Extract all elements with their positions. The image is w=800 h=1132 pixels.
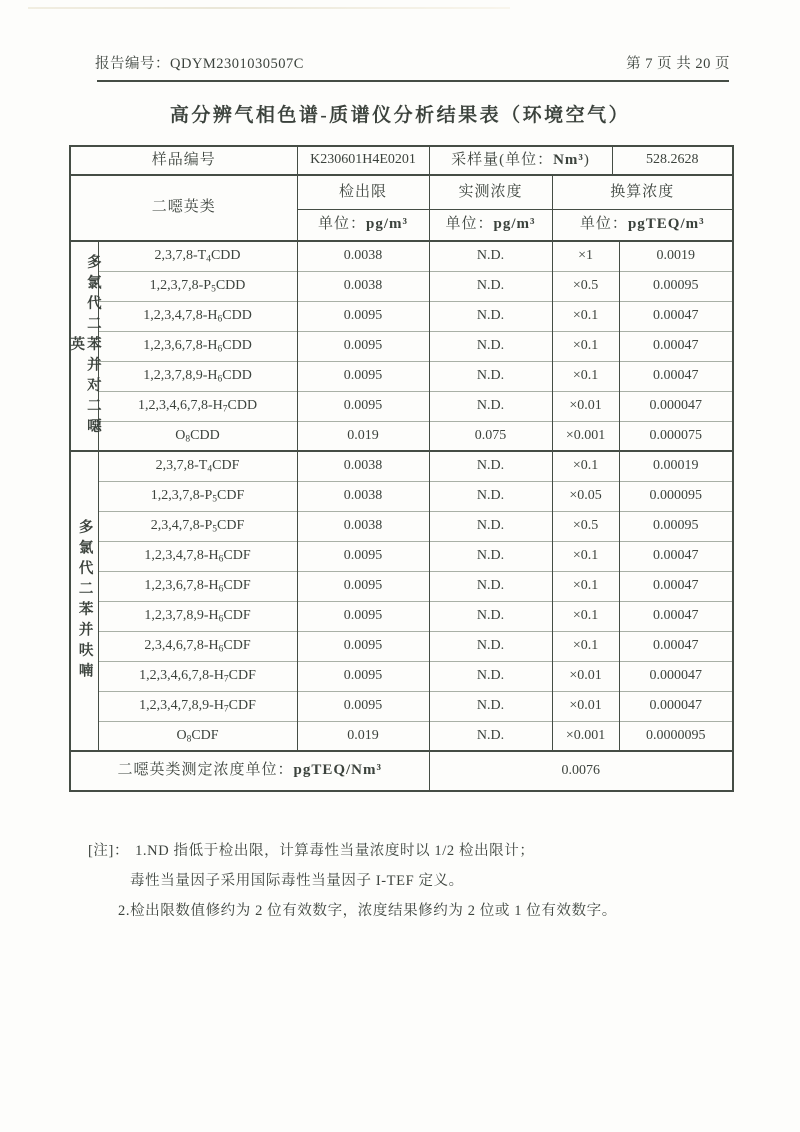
- dioxin-table-body: [70, 241, 733, 751]
- unit-measured: 单位：pg/m³: [429, 209, 552, 241]
- compound-name: $1,2,3,7,8-P_5CDF$: [98, 481, 297, 511]
- detection-limit-value: 0.0095: [297, 391, 429, 421]
- compound-name: $1,2,3,7,8-P_5CDD$: [98, 271, 297, 301]
- table-row: [70, 721, 733, 751]
- measured-concentration-value: N.D.: [429, 721, 552, 751]
- detection-limit-value: 0.0095: [297, 331, 429, 361]
- table-row: [70, 451, 733, 481]
- category-label: 二噁英类: [70, 176, 297, 241]
- compound-name: $1,2,3,4,7,8,9-H_7CDF$: [98, 691, 297, 721]
- measured-concentration-value: N.D.: [429, 331, 552, 361]
- column-header-row: [70, 176, 733, 209]
- detection-limit-value: 0.0095: [297, 571, 429, 601]
- converted-concentration-value: 0.00047: [619, 361, 733, 391]
- sample-volume-label: 采样量(单位：Nm³): [429, 146, 612, 175]
- measured-concentration-value: N.D.: [429, 451, 552, 481]
- measured-concentration-value: N.D.: [429, 631, 552, 661]
- tef-factor: ×0.1: [552, 361, 619, 391]
- table-row: [70, 691, 733, 721]
- document-title: 高分辨气相色谱-质谱仪分析结果表（环境空气）: [169, 105, 631, 126]
- results-table: [69, 145, 732, 792]
- document-header: [95, 52, 730, 73]
- tef-factor: ×0.01: [552, 691, 619, 721]
- compound-name: $2,3,4,7,8-P_5CDF$: [98, 511, 297, 541]
- converted-concentration-value: 0.00047: [619, 301, 733, 331]
- detection-limit-value: 0.0038: [297, 451, 429, 481]
- detection-limit-value: 0.0038: [297, 241, 429, 271]
- measured-concentration-value: N.D.: [429, 481, 552, 511]
- compound-name: $2,3,4,6,7,8-H_6CDF$: [98, 631, 297, 661]
- compound-name: $1,2,3,7,8,9-H_6CDF$: [98, 601, 297, 631]
- detection-limit-value: 0.019: [297, 421, 429, 451]
- compound-name: $1,2,3,6,7,8-H_6CDF$: [98, 571, 297, 601]
- converted-concentration-value: 0.0000095: [619, 721, 733, 751]
- table-row: [70, 601, 733, 631]
- converted-concentration-value: 0.0019: [619, 241, 733, 271]
- measured-concentration-value: N.D.: [429, 571, 552, 601]
- converted-concentration-value: 0.00019: [619, 451, 733, 481]
- compound-name: $1,2,3,4,7,8-H_6CDD$: [98, 301, 297, 331]
- converted-concentration-value: 0.00047: [619, 601, 733, 631]
- report-number: 报告编号：QDYM2301030507C: [95, 56, 304, 72]
- tef-factor: ×0.001: [552, 421, 619, 451]
- table-row: [70, 331, 733, 361]
- converted-concentration-value: 0.00047: [619, 571, 733, 601]
- table-row: [70, 631, 733, 661]
- table-row: [70, 661, 733, 691]
- detection-limit-value: 0.0095: [297, 361, 429, 391]
- compound-name: $1,2,3,4,7,8-H_6CDF$: [98, 541, 297, 571]
- measured-concentration-value: N.D.: [429, 391, 552, 421]
- detection-limit-value: 0.0095: [297, 661, 429, 691]
- tef-factor: ×0.1: [552, 541, 619, 571]
- converted-concentration-value: 0.000047: [619, 391, 733, 421]
- table-row: [70, 361, 733, 391]
- unit-detection-limit: 单位：pg/m³: [297, 209, 429, 241]
- measured-concentration-value: N.D.: [429, 661, 552, 691]
- col-header-converted: 换算浓度: [552, 176, 733, 209]
- sample-info-row: [70, 146, 733, 175]
- detection-limit-value: 0.019: [297, 721, 429, 751]
- compound-name: $2,3,7,8-T_4CDD$: [98, 241, 297, 271]
- table-row: [70, 241, 733, 271]
- compound-name: $1,2,3,6,7,8-H_6CDD$: [98, 331, 297, 361]
- table-row: [70, 301, 733, 331]
- compound-name: $1,2,3,4,6,7,8-H_7CDF$: [98, 661, 297, 691]
- converted-concentration-value: 0.000047: [619, 691, 733, 721]
- page-number: 第 7 页 共 20 页: [626, 56, 730, 72]
- detection-limit-value: 0.0095: [297, 541, 429, 571]
- detection-limit-value: 0.0095: [297, 301, 429, 331]
- tef-factor: ×0.1: [552, 451, 619, 481]
- detection-limit-value: 0.0038: [297, 271, 429, 301]
- detection-limit-value: 0.0038: [297, 481, 429, 511]
- tef-factor: ×0.01: [552, 661, 619, 691]
- converted-concentration-value: 0.00095: [619, 511, 733, 541]
- footnote-line-3: 2.检出限数值修约为 2 位有效数字，浓度结果修约为 2 位或 1 位有效数字。: [118, 902, 617, 919]
- group-label: 多氯代二苯并对二噁英: [70, 241, 98, 451]
- measured-concentration-value: N.D.: [429, 511, 552, 541]
- footnote-line-2: 毒性当量因子采用国际毒性当量因子 I-TEF 定义。: [130, 872, 464, 889]
- table-row: [70, 541, 733, 571]
- detection-limit-value: 0.0038: [297, 511, 429, 541]
- compound-name: $2,3,7,8-T_4CDF$: [98, 451, 297, 481]
- footnotes: [88, 844, 738, 934]
- sample-volume-value: 528.2628: [612, 146, 733, 175]
- detection-limit-value: 0.0095: [297, 691, 429, 721]
- measured-concentration-value: N.D.: [429, 601, 552, 631]
- tef-factor: ×0.5: [552, 511, 619, 541]
- converted-concentration-value: 0.00047: [619, 631, 733, 661]
- measured-concentration-value: N.D.: [429, 241, 552, 271]
- converted-concentration-value: 0.00047: [619, 331, 733, 361]
- table-row: [70, 391, 733, 421]
- sample-info-table: [69, 145, 734, 176]
- table-row: [70, 481, 733, 511]
- converted-concentration-value: 0.00047: [619, 541, 733, 571]
- footnote-prefix: [注]：: [88, 843, 130, 859]
- table-row: [70, 421, 733, 451]
- summary-label: 二噁英类测定浓度单位：pgTEQ/Nm³: [70, 751, 429, 791]
- table-row: [70, 571, 733, 601]
- measured-concentration-value: N.D.: [429, 271, 552, 301]
- scan-edge-artifact: [28, 7, 510, 9]
- measured-concentration-value: N.D.: [429, 541, 552, 571]
- table-row: [70, 511, 733, 541]
- tef-factor: ×0.1: [552, 601, 619, 631]
- tef-factor: ×0.01: [552, 391, 619, 421]
- summary-row: [70, 751, 733, 791]
- compound-name: $1,2,3,7,8,9-H_6CDD$: [98, 361, 297, 391]
- col-header-detection-limit: 检出限: [297, 176, 429, 209]
- sample-id-label: 样品编号: [70, 146, 297, 175]
- col-header-measured: 实测浓度: [429, 176, 552, 209]
- summary-value: 0.0076: [429, 751, 733, 791]
- tef-factor: ×0.1: [552, 331, 619, 361]
- dioxin-data-table: [69, 176, 734, 792]
- header-divider-line: [97, 80, 729, 82]
- tef-factor: ×0.05: [552, 481, 619, 511]
- compound-name: $O_8CDD$: [98, 421, 297, 451]
- measured-concentration-value: 0.075: [429, 421, 552, 451]
- tef-factor: ×0.5: [552, 271, 619, 301]
- tef-factor: ×0.001: [552, 721, 619, 751]
- measured-concentration-value: N.D.: [429, 361, 552, 391]
- measured-concentration-value: N.D.: [429, 301, 552, 331]
- converted-concentration-value: 0.00095: [619, 271, 733, 301]
- converted-concentration-value: 0.000075: [619, 421, 733, 451]
- tef-factor: ×1: [552, 241, 619, 271]
- detection-limit-value: 0.0095: [297, 631, 429, 661]
- table-row: [70, 271, 733, 301]
- compound-name: $O_8CDF$: [98, 721, 297, 751]
- measured-concentration-value: N.D.: [429, 691, 552, 721]
- sample-id-value: K230601H4E0201: [297, 146, 429, 175]
- detection-limit-value: 0.0095: [297, 601, 429, 631]
- converted-concentration-value: 0.000047: [619, 661, 733, 691]
- tef-factor: ×0.1: [552, 571, 619, 601]
- footnote-line-1: [注]： 1.ND 指低于检出限，计算毒性当量浓度时以 1/2 检出限计；: [88, 843, 535, 859]
- converted-concentration-value: 0.000095: [619, 481, 733, 511]
- unit-converted: 单位：pgTEQ/m³: [552, 209, 733, 241]
- tef-factor: ×0.1: [552, 631, 619, 661]
- compound-name: $1,2,3,4,6,7,8-H_7CDD$: [98, 391, 297, 421]
- group-label: 多氯代二苯并呋喃: [70, 451, 98, 751]
- tef-factor: ×0.1: [552, 301, 619, 331]
